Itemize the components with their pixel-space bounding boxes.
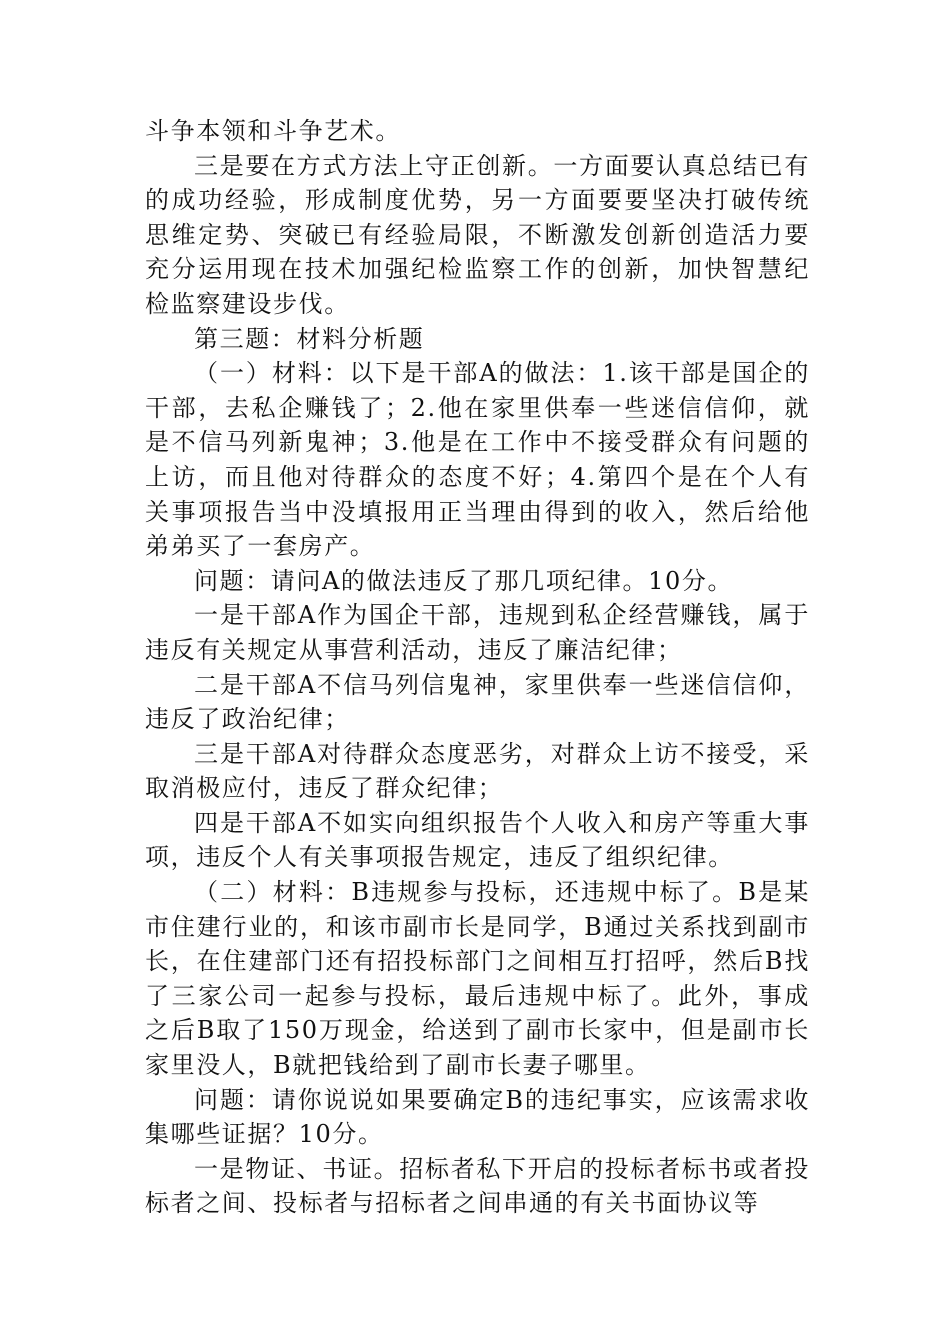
- question: 问题：请问A的做法违反了那几项纪律。10分。: [194, 566, 734, 595]
- paragraph: 一是物证、书证。招标者私下开启的投标者标书或者投标者之间、投标者与招标者之间串通的有关书面协议等: [145, 1154, 810, 1218]
- section-heading: 第三题：材料分析题: [194, 324, 425, 353]
- paragraph: 斗争本领和斗争艺术。: [145, 117, 401, 145]
- paragraph: （二）材料：B违规参与投标，还违规中标了。B是某市住建行业的，和该市副市长是同学，B通过关系找到副市长，在住建部门还有招投标部门之间相互打招呼，然后B找了三家公司一起参与投标，最后违规中标了。此外，事成之后B取了150万现金，给送到了副市长家中，但是副市长家里没人，B就把钱给到了副市长妻子哪里。: [145, 878, 810, 1080]
- paragraph: （一）材料：以下是干部A的做法：1.该干部是国企的干部，去私企赚钱了；2.他在家里供奉一些迷信信仰，就是不信马列新鬼神；3.他是在工作中不接受群众有问题的上访，而且他对待群众的态度不好；4.第四个是在个人有关事项报告当中没填报用正当理由得到的收入，然后给他弟弟买了一套房产。: [145, 359, 810, 561]
- paragraph: 三是要在方式方法上守正创新。一方面要认真总结已有的成功经验，形成制度优势，另一方面要要坚决打破传统思维定势、突破已有经验局限，不断激发创新创造活力要充分运用现在技术加强纪检监察工作的创新，加快智慧纪检监察建设步伐。: [145, 151, 810, 318]
- paragraph: 二是干部A不信马列信鬼神，家里供奉一些迷信信仰，违反了政治纪律；: [145, 670, 810, 734]
- document-page: [145, 114, 810, 1221]
- paragraph: 四是干部A不如实向组织报告个人收入和房产等重大事项，违反个人有关事项报告规定，违反了组织纪律。: [145, 808, 810, 872]
- paragraph: 一是干部A作为国企干部，违规到私企经营赚钱，属于违反有关规定从事营利活动，违反了廉洁纪律；: [145, 601, 810, 664]
- paragraph: 三是干部A对待群众态度恶劣，对群众上访不接受，采取消极应付，违反了群众纪律；: [145, 739, 810, 803]
- question: 问题：请你说说如果要确定B的违纪事实，应该需求收集哪些证据？10分。: [145, 1085, 810, 1149]
